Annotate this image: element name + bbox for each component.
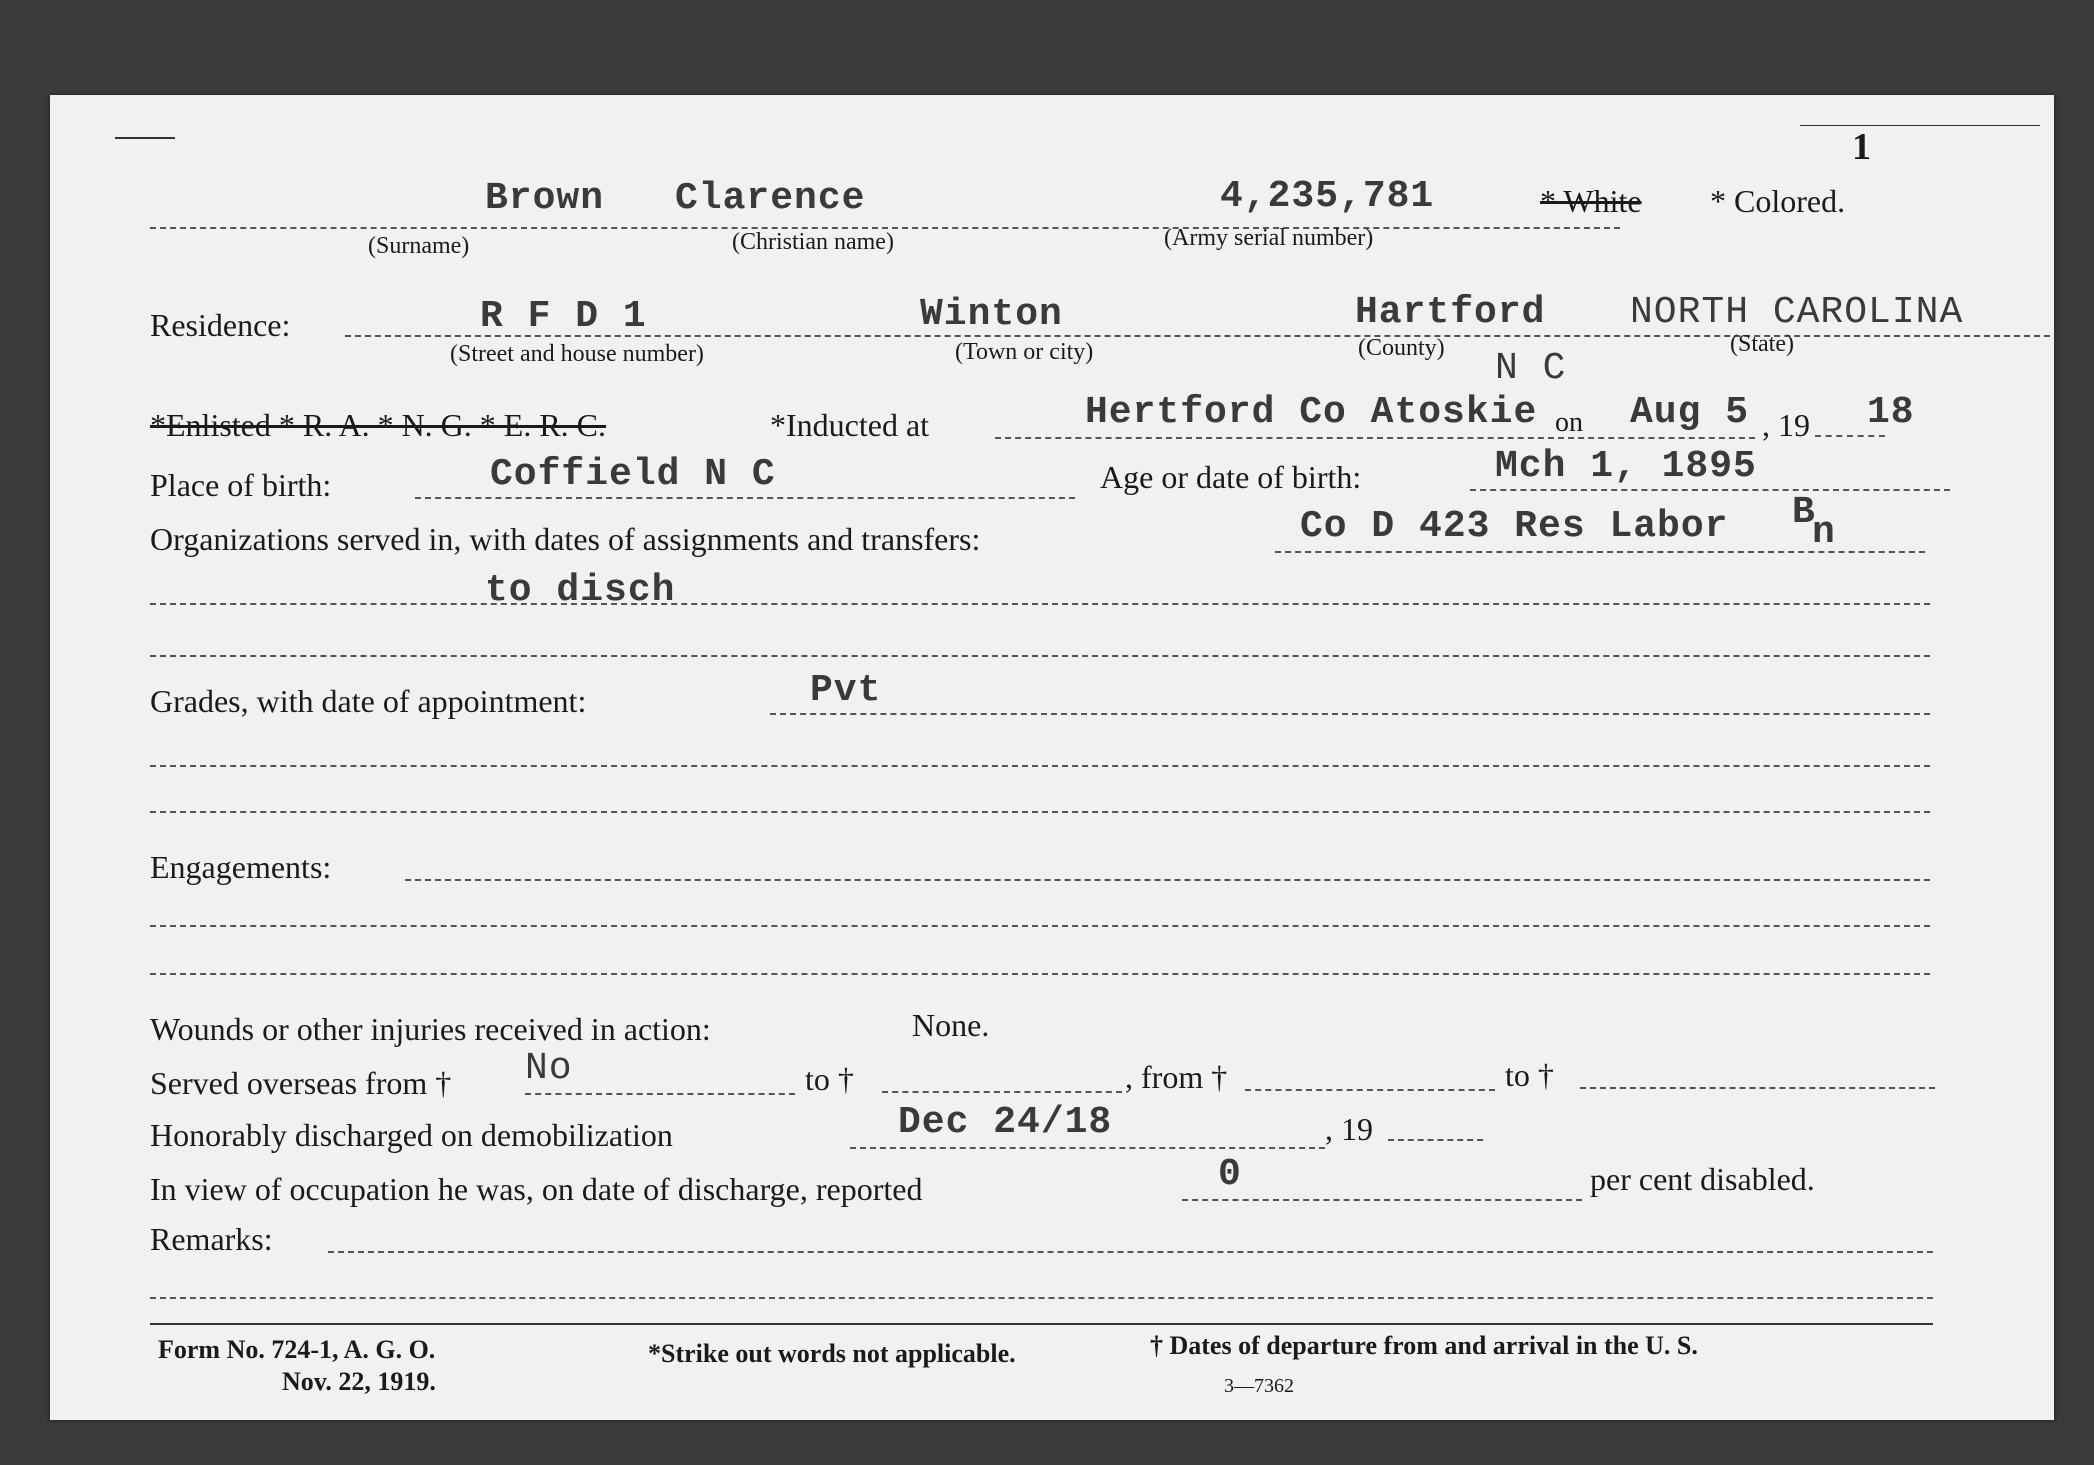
- race-colored: * Colored.: [1710, 183, 1846, 219]
- birth-place-line: [415, 497, 1075, 499]
- engagements-line-3: [150, 973, 1930, 975]
- inducted-place: Hertford Co Atoskie: [1085, 391, 1538, 434]
- surname-caption: (Surname): [368, 233, 470, 259]
- card-number: 1: [1852, 126, 1871, 168]
- overseas-to-line-2: [1580, 1087, 1935, 1089]
- town-caption: (Town or city): [955, 339, 1094, 365]
- overseas-from-line: [525, 1093, 795, 1095]
- inducted-line: [995, 437, 1755, 439]
- enlisted-options-struck: *Enlisted * R. A. * N. G. * E. R. C.: [150, 407, 607, 443]
- date-of-birth-label: Age or date of birth:: [1100, 459, 1362, 495]
- surname-value: Brown: [485, 177, 605, 220]
- discharge-label: Honorably discharged on demobilization: [150, 1117, 673, 1153]
- serial-number-value: 4,235,781: [1220, 175, 1435, 218]
- top-right-mark: [1800, 125, 2040, 126]
- remarks-label: Remarks:: [150, 1221, 273, 1257]
- top-left-mark: [115, 137, 175, 139]
- overseas-from-line-2: [1245, 1089, 1495, 1091]
- organizations-label: Organizations served in, with dates of assignments and transfers:: [150, 521, 981, 557]
- residence-label: Residence:: [150, 307, 291, 343]
- engagements-label: Engagements:: [150, 849, 332, 885]
- form-date: Nov. 22, 1919.: [282, 1367, 436, 1396]
- place-of-birth-label: Place of birth:: [150, 467, 332, 503]
- inducted-year-prefix: , 19: [1762, 407, 1810, 443]
- residence-town: Winton: [920, 293, 1063, 336]
- remarks-line-1: [328, 1251, 1933, 1253]
- footer-rule: [150, 1323, 1933, 1325]
- on-label: on: [1555, 407, 1583, 438]
- organizations-line-2: [150, 603, 1930, 605]
- inducted-date: Aug 5: [1630, 391, 1750, 434]
- strike-note: *Strike out words not applicable.: [648, 1339, 1016, 1368]
- residence-county: Hartford: [1355, 291, 1546, 334]
- overseas-from-value: No: [525, 1047, 573, 1090]
- residence-street: R F D 1: [480, 295, 647, 338]
- grades-line-3: [150, 811, 1930, 813]
- discharge-date: Dec 24/18: [898, 1101, 1113, 1144]
- disability-line: [1182, 1199, 1582, 1201]
- overseas-to-label-2: to †: [1505, 1057, 1554, 1093]
- inducted-label: *Inducted at: [770, 407, 930, 443]
- residence-state: NORTH CAROLINA: [1630, 291, 1964, 334]
- grades-value: Pvt: [810, 669, 882, 712]
- date-of-birth-value: Mch 1, 1895: [1495, 445, 1757, 488]
- county-caption: (County): [1358, 335, 1445, 361]
- christian-name-value: Clarence: [675, 177, 866, 220]
- overseas-to-line-1: [882, 1091, 1122, 1093]
- grades-label: Grades, with date of appointment:: [150, 683, 587, 719]
- grades-line-2: [150, 765, 1930, 767]
- wounds-label: Wounds or other injuries received in action:: [150, 1011, 711, 1047]
- organizations-value-1: Co D 423 Res Labor: [1300, 505, 1729, 548]
- disability-value: 0: [1218, 1153, 1242, 1196]
- discharge-year-line: [1388, 1139, 1483, 1141]
- overseas-to-label-1: to †: [805, 1061, 854, 1097]
- engagements-line-1: [405, 879, 1930, 881]
- street-caption: (Street and house number): [450, 341, 704, 367]
- discharge-line: [850, 1147, 1325, 1149]
- form-code: 3—7362: [1224, 1375, 1294, 1397]
- wounds-value: None.: [912, 1007, 990, 1043]
- dates-note: † Dates of departure from and arrival in the U. S.: [1150, 1331, 1698, 1360]
- organizations-bn-n: n: [1812, 511, 1836, 554]
- disability-suffix: per cent disabled.: [1590, 1161, 1815, 1197]
- disability-label: In view of occupation he was, on date of discharge, reported: [150, 1171, 923, 1207]
- overseas-from-label: Served overseas from †: [150, 1065, 452, 1101]
- place-of-birth-value: Coffield N C: [490, 453, 776, 496]
- birth-date-line: [1470, 489, 1950, 491]
- state-caption: (State): [1730, 331, 1794, 357]
- organizations-line-3: [150, 655, 1930, 657]
- grades-line-1: [770, 713, 1930, 715]
- discharge-year-suffix: , 19: [1325, 1111, 1373, 1147]
- race-white: * White: [1540, 183, 1642, 219]
- service-record-card: [50, 95, 2054, 1420]
- state-abbrev: N C: [1495, 347, 1567, 390]
- overseas-from-label-2: , from †: [1125, 1059, 1228, 1095]
- inducted-year: 18: [1867, 391, 1915, 434]
- organizations-bn-b: B: [1792, 491, 1816, 534]
- serial-caption: (Army serial number): [1164, 225, 1374, 251]
- form-number: Form No. 724-1, A. G. O.: [158, 1335, 436, 1364]
- engagements-line-2: [150, 925, 1930, 927]
- organizations-value-2: to disch: [485, 569, 676, 612]
- christian-name-caption: (Christian name): [732, 229, 894, 255]
- year-line: [1815, 435, 1885, 437]
- remarks-line-2: [150, 1297, 1933, 1299]
